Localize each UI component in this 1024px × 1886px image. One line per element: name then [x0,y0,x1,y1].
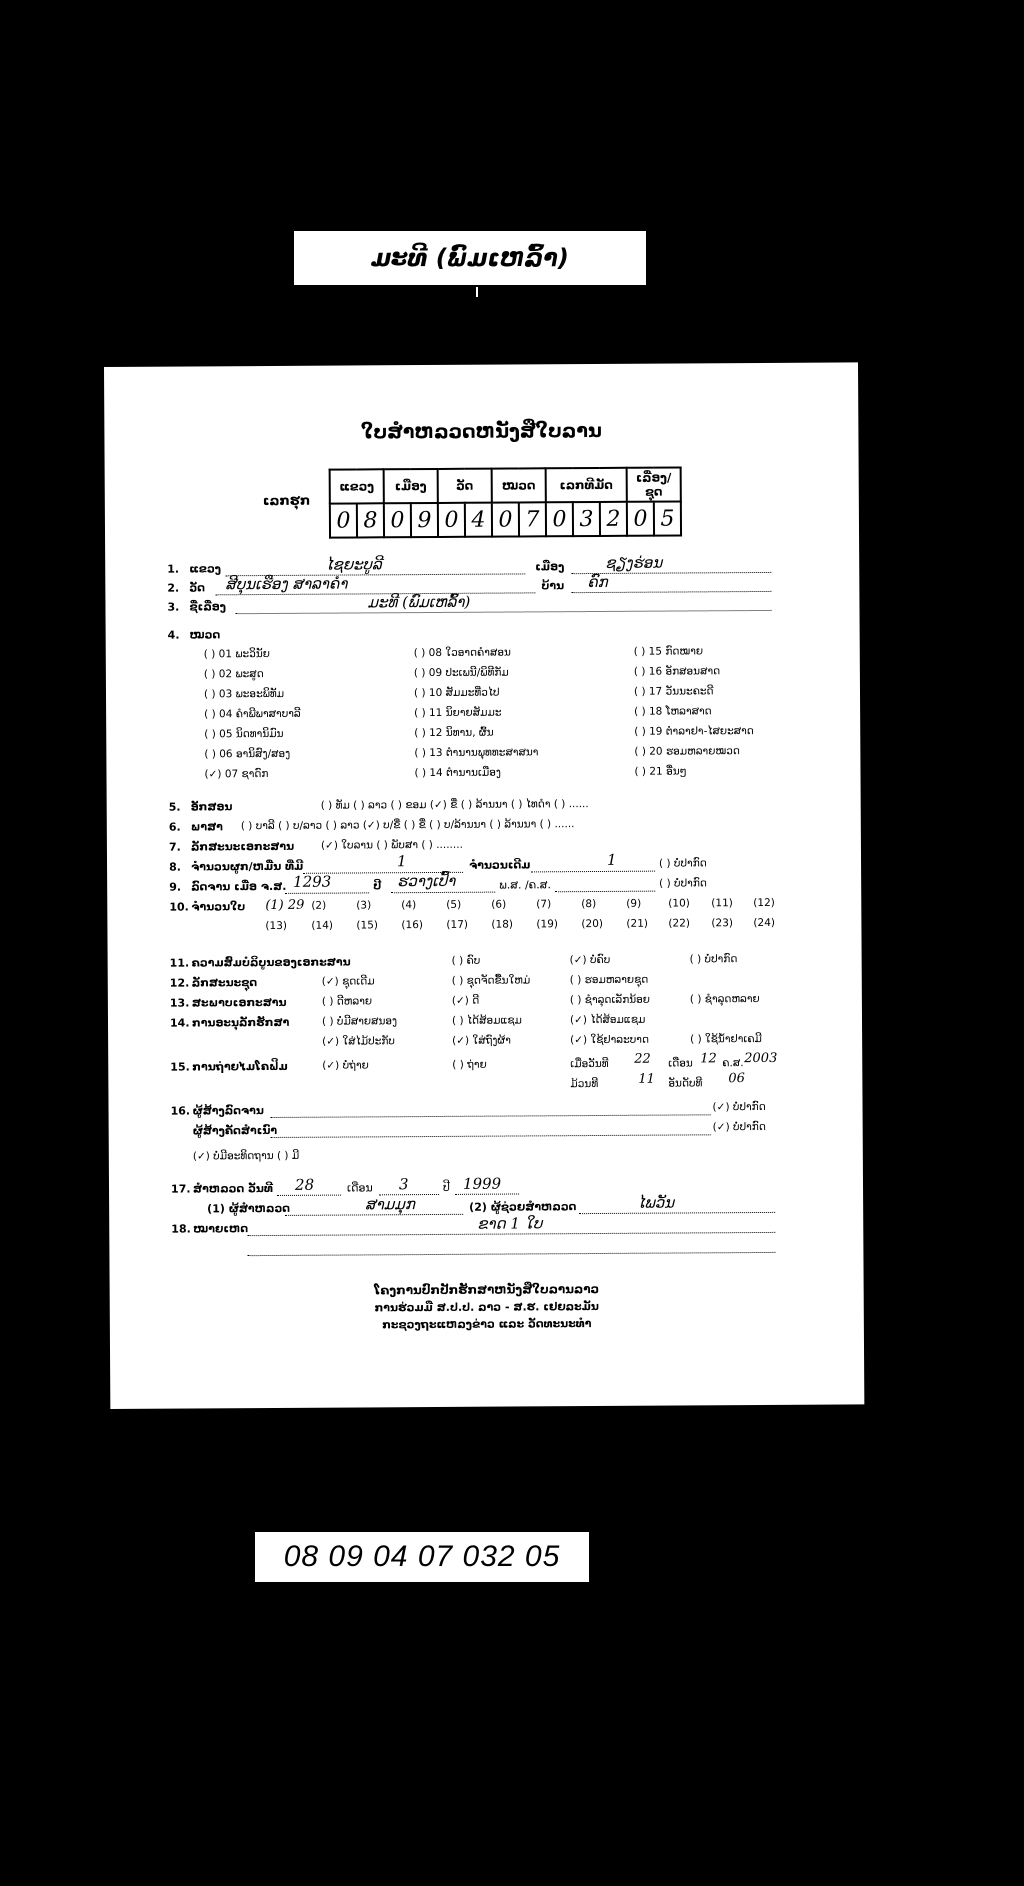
code-header-bundle: ເລກທີມັດ [546,468,627,502]
code-digit: 7 [519,502,546,536]
conservation-option: ( ) ໃຊ້ນ້ຳຢາເຄມີ [690,1032,762,1046]
divider [476,287,478,297]
transcriber-not-found: (✓) ບໍ່ປາກົດ [712,1120,766,1134]
code-digit: 3 [573,502,600,536]
remarks-value: ຂາດ 1 ໃບ [477,1214,543,1233]
leaf-cell: (2) [311,899,327,912]
language-label: ພາສາ [190,820,223,834]
leaf-cell: (11) [711,897,733,910]
line-number: 16. [170,1104,191,1118]
shot-label: ອັນດັບທີ [668,1077,703,1090]
fill-line [555,891,655,893]
leaf-cell: (18) [491,918,514,931]
line-number: 3. [167,600,180,614]
leaf-cell: (19) [536,918,559,931]
category-option: ( ) 09 ປະເພນີ/ພິທີກັມ [413,666,509,680]
fill-line [247,1252,775,1256]
category-option: ( ) 21 ອື່ນໆ [634,765,687,778]
province-value: ໄຊຍະບູລີ [325,555,382,574]
leaf-cell: (8) [581,898,597,911]
village-value: ຄົກ [587,572,608,592]
category-option: ( ) 12 ນິທານ, ຜົ້ນ [414,726,494,740]
microfilm-month: 12 [700,1051,717,1067]
language-options: ( ) ບາລີ ( ) ບ/ລາວ ( ) ລາວ (✓) ບ/ຂື່ ( ) ຂື່ ( ) ບ/ລ້ານນາ ( ) ລ້ານນາ ( ) ...... [240,818,575,833]
district-label: ເມືອງ [535,560,565,574]
line-number: 4. [167,628,180,642]
microfilm-year: 2003 [744,1050,778,1067]
roll-value: 11 [638,1071,655,1087]
copyist-label: ຜູ້ສ້າງລົດຈານ [192,1104,264,1118]
category-option: ( ) 14 ຕຳນານເມືອງ [414,766,502,780]
code-label: ເລກຮຸກ [262,493,311,510]
leaf-cell: (10) [668,897,690,910]
material-options: (✓) ໃບລານ ( ) ພັບສາ ( ) ........ [320,838,463,852]
surveyor-value: ສາມມຸກ [365,1195,415,1214]
code-digit: 5 [654,501,681,535]
microfilm-date-label: ເມື່ອວັນທີ [570,1057,609,1071]
code-table [329,466,682,538]
fill-line [571,591,771,593]
roll-label: ມ້ວນທີ [570,1077,599,1091]
line-number: 14. [169,1016,190,1030]
condition-option: ( ) ດີຫລາຍ [321,995,373,1008]
province-label: ແຂວງ [189,562,222,576]
category-option-selected: (✓) 07 ຊາດົກ [204,768,269,781]
bundle-count-value: 1 [396,852,407,871]
category-option: ( ) 10 ສັມມະທີ່ວໄປ [413,686,500,700]
copyist-not-found: (✓) ບໍ່ປາກົດ [712,1100,766,1114]
story-label: ຊື່ເລື່ອງ [189,600,227,614]
leaf-cell: (23) [711,917,734,930]
line-number: 10. [169,900,189,914]
script-options: ( ) ທັມ ( ) ລາວ ( ) ຂອມ (✓) ຂື່ ( ) ລ້ານນາ ( ) ໄທດຳ ( ) ...... [320,798,589,812]
footer-project: ໂຄງການປົກປັກຮັກສາຫນັງສືໃບລານລາວ [374,1281,600,1298]
microfilm-option: ( ) ຖ່າຍ [452,1058,487,1071]
leaf-cell: (21) [626,917,649,930]
line-number: 13. [169,996,190,1010]
category-option: ( ) 06 ອານິສົງ/ສອງ [204,747,291,761]
original-count-value: 1 [606,850,617,869]
title-label: ມະທີ (ພົມເຫລົ້າ) [294,231,646,285]
line-number: 1. [167,562,180,576]
line-number: 11. [169,956,190,970]
set-type-label: ລັກສະນະຊຸດ [191,976,258,990]
line-number: 17. [170,1182,191,1196]
category-option: ( ) 15 ກົດໝາຍ [633,645,704,658]
category-option: ( ) 20 ຮອມຫລາຍໝວດ [634,745,740,758]
survey-day: 28 [294,1175,315,1194]
survey-year-label: ປີ [442,1180,450,1194]
fill-line [285,1214,463,1216]
leaf-cell: (4) [401,899,417,912]
story-value: ມະທີ (ພົມເຫລົ້າ) [367,592,471,612]
category-option: ( ) 05 ນິດທານິມົນ [204,727,284,741]
form-title: ໃບສຳຫລວດຫນັງສືໃບລານ [360,419,602,444]
line-number: 5. [168,800,181,814]
code-digit: 8 [357,503,384,537]
category-option: ( ) 03 ພະອະພິທັມ [203,687,285,701]
era-label: ພ.ສ. /ຄ.ສ. [499,878,551,892]
fill-line [285,892,369,894]
line-number: 6. [168,820,181,834]
survey-month: 3 [398,1175,409,1194]
shot-value: 06 [728,1071,745,1087]
fill-line [271,1134,711,1138]
leaf-count-label: ຈຳນວນໃບ [191,900,246,914]
code-label-strip: 08 09 04 07 032 05 [255,1532,589,1582]
survey-year: 1999 [462,1174,502,1193]
leaf-cell: (7) [536,898,552,911]
bundle-count-label: ຈຳນວນຜູກ/ຫມື່ນ ທີ່ມີ [191,859,304,874]
prayer-options: (✓) ບໍ່ມີອະທິດຖານ ( ) ມີ [192,1149,300,1163]
conservation-option: ( ) ບໍ່ມີສາຍສນອງ [321,1015,398,1028]
code-digit: 0 [384,503,411,537]
leaf-cell: (14) [311,919,334,932]
leaf-cell: (16) [401,919,424,932]
conservation-option-selected: (✓) ໃຊ້ຢາລະບາດ [570,1033,649,1047]
code-header-category: ໝວດ [492,468,546,502]
code-header-district: ເມືອງ [384,469,438,503]
conservation-option-selected: (✓) ໃສ່ໄມ້ປະກັບ [322,1035,395,1048]
category-option: ( ) 13 ຕຳນານພຸທທະສາສນາ [414,746,539,760]
assistant-label: (2) ຜູ້ຊ່ວຍສຳຫລວດ [469,1200,577,1214]
not-found-option: ( ) ບໍ່ປາກົດ [659,877,707,890]
conservation-label: ການອະນຸລັກຮັກສາ [191,1015,290,1030]
fill-line [531,871,655,873]
line-number: 18. [171,1222,191,1236]
original-count-label: ຈຳນວນເດີມ [469,858,531,872]
leaf-cell: (15) [356,919,379,932]
footer-cooperation: ການຮ່ວມມື ສ.ປ.ປ. ລາວ - ສ.ຮ. ເຢຍລະມັນ [374,1299,599,1315]
category-option: ( ) 01 ພະວິນັຍ [203,647,270,661]
leaf-cell: (22) [668,917,691,930]
set-type-option: ( ) ຊຸດຈັດຂື້ນໃຫມ່ [451,974,531,987]
line-number: 12. [169,976,190,990]
fill-line [247,1232,775,1236]
village-label: ບ້ານ [541,579,565,593]
code-digit: 0 [627,502,654,536]
line-number: 8. [169,860,181,874]
leaf-cell: (3) [356,899,372,912]
completeness-label: ຄວາມສົມບໍລິບູນຂອງເອກະສານ [191,955,351,970]
code-digit: 9 [411,503,438,537]
leaf-cell: (20) [581,917,604,931]
completeness-option: ( ) ຄົບ [451,954,481,967]
leaf-cell: (13) [265,919,288,933]
line-number: 2. [167,581,180,595]
microfilm-option-selected: (✓) ບໍ່ຖ່າຍ [322,1059,369,1072]
set-type-option-selected: (✓) ຊຸດເດີມ [321,975,375,988]
leaf-cell: (5) [446,898,462,911]
code-digit: 0 [438,503,465,537]
category-option: ( ) 11 ນິຍາຍສັມມະ [414,706,502,720]
line-number: 7. [168,840,181,854]
leaf-cell: (17) [446,918,469,931]
fill-line [579,1212,775,1214]
code-digit: 0 [492,502,519,536]
line-number: 15. [170,1060,190,1074]
leaf-cell: (24) [753,916,776,930]
leaf-cell: (6) [491,898,507,911]
condition-label: ສະພາບເອກະສານ [191,995,287,1010]
code-digit: 2 [600,502,627,536]
category-option: ( ) 18 ໂຫລາສາດ [634,705,712,718]
year-name-value: ຮວາງເປົ້າ [397,871,456,891]
conservation-option-selected: (✓) ໃສ່ຖົງຜ້າ [452,1034,511,1047]
not-found-option: ( ) ບໍ່ປາກົດ [659,857,707,870]
survey-month-label: ເດືອນ [346,1181,373,1195]
survey-form-sheet [104,362,864,1409]
set-type-option: ( ) ຮອມຫລາຍຊຸດ [569,973,649,987]
category-label: ໝວດ [189,628,221,642]
fill-line [236,610,772,614]
code-digit: 0 [330,503,357,537]
remarks-label: ໝາຍເຫດ [193,1222,249,1236]
assistant-value: ໄພວັນ [637,1193,675,1212]
district-value: ຊຽງຮ່ອນ [605,553,663,572]
microfilm-year-label: ຄ.ສ. [722,1057,744,1070]
category-option: ( ) 17 ວັນນະຄະດີ [633,685,714,698]
code-header-province: ແຂວງ [330,469,384,503]
leaf-cell: (12) [753,896,775,910]
condition-option: ( ) ຊຳລຸດຫລາຍ [689,993,760,1006]
category-option: ( ) 04 ຄຳພີພາສາບາລີ [204,707,301,721]
survey-date-label: ສຳຫລວດ ວັນທີ [192,1181,273,1196]
leaf-count-first: (1) 29 [265,897,305,914]
copy-date-label: ລົດຈານ ເມື່ອ ຈ.ສ. [191,879,287,894]
fill-line [271,1114,711,1118]
fill-line [455,1193,519,1194]
code-digit: 4 [465,503,492,537]
category-option: ( ) 19 ຕຳລາຢາ-ໄສຍະສາດ [634,725,754,738]
condition-option: ( ) ຊຳລຸດເລັກນ້ອຍ [569,993,651,1007]
category-option: ( ) 02 ພະສູດ [203,668,264,681]
code-header-story: ເລື່ອງ/ຊຸດ [627,467,681,501]
code-header-temple: ວັດ [438,469,492,503]
transcriber-label: ຜູ້ສ້າງຄັດສຳເນົາ [192,1123,278,1138]
surveyor-label: (1) ຜູ້ສຳຫລວດ [207,1201,291,1216]
completeness-option: ( ) ບໍ່ປາກົດ [689,953,738,966]
fill-line [391,892,495,894]
code-digit: 0 [546,502,573,536]
microfilm-label: ການຖ່າຍໄມໂຄຟິມ [192,1059,288,1074]
conservation-option-selected: (✓) ໄດ້ສ້ອມແຊມ [569,1013,646,1027]
condition-option-selected: (✓) ດີ [451,994,480,1007]
fill-line [277,1195,341,1196]
microfilm-day: 22 [634,1051,651,1067]
year-label: ປີ [373,879,382,893]
category-option: ( ) 16 ອັກສອນສາດ [633,665,721,678]
category-option: ( ) 08 ໃວອາດຄຳສອນ [413,646,511,660]
line-number: 9. [169,880,182,894]
completeness-option-selected: (✓) ບໍ່ຄົບ [569,953,611,967]
leaf-cell: (9) [626,897,642,910]
material-label: ລັກສະນະເອກະສານ [190,839,295,854]
era-year-value: 1293 [293,872,332,891]
conservation-option: ( ) ໄດ້ສ້ອມແຊມ [451,1014,522,1027]
temple-value: ສີບຸນເຮືອງ ສາລາຄຳ [225,574,348,594]
footer-ministry: ກະຊວງຖະແຫລງຂ່າວ ແລະ ວັດທະນະທຳ [382,1317,592,1332]
script-label: ອັກສອນ [190,800,233,814]
temple-label: ວັດ [189,581,206,595]
microfilm-month-label: ເດືອນ [668,1057,693,1070]
